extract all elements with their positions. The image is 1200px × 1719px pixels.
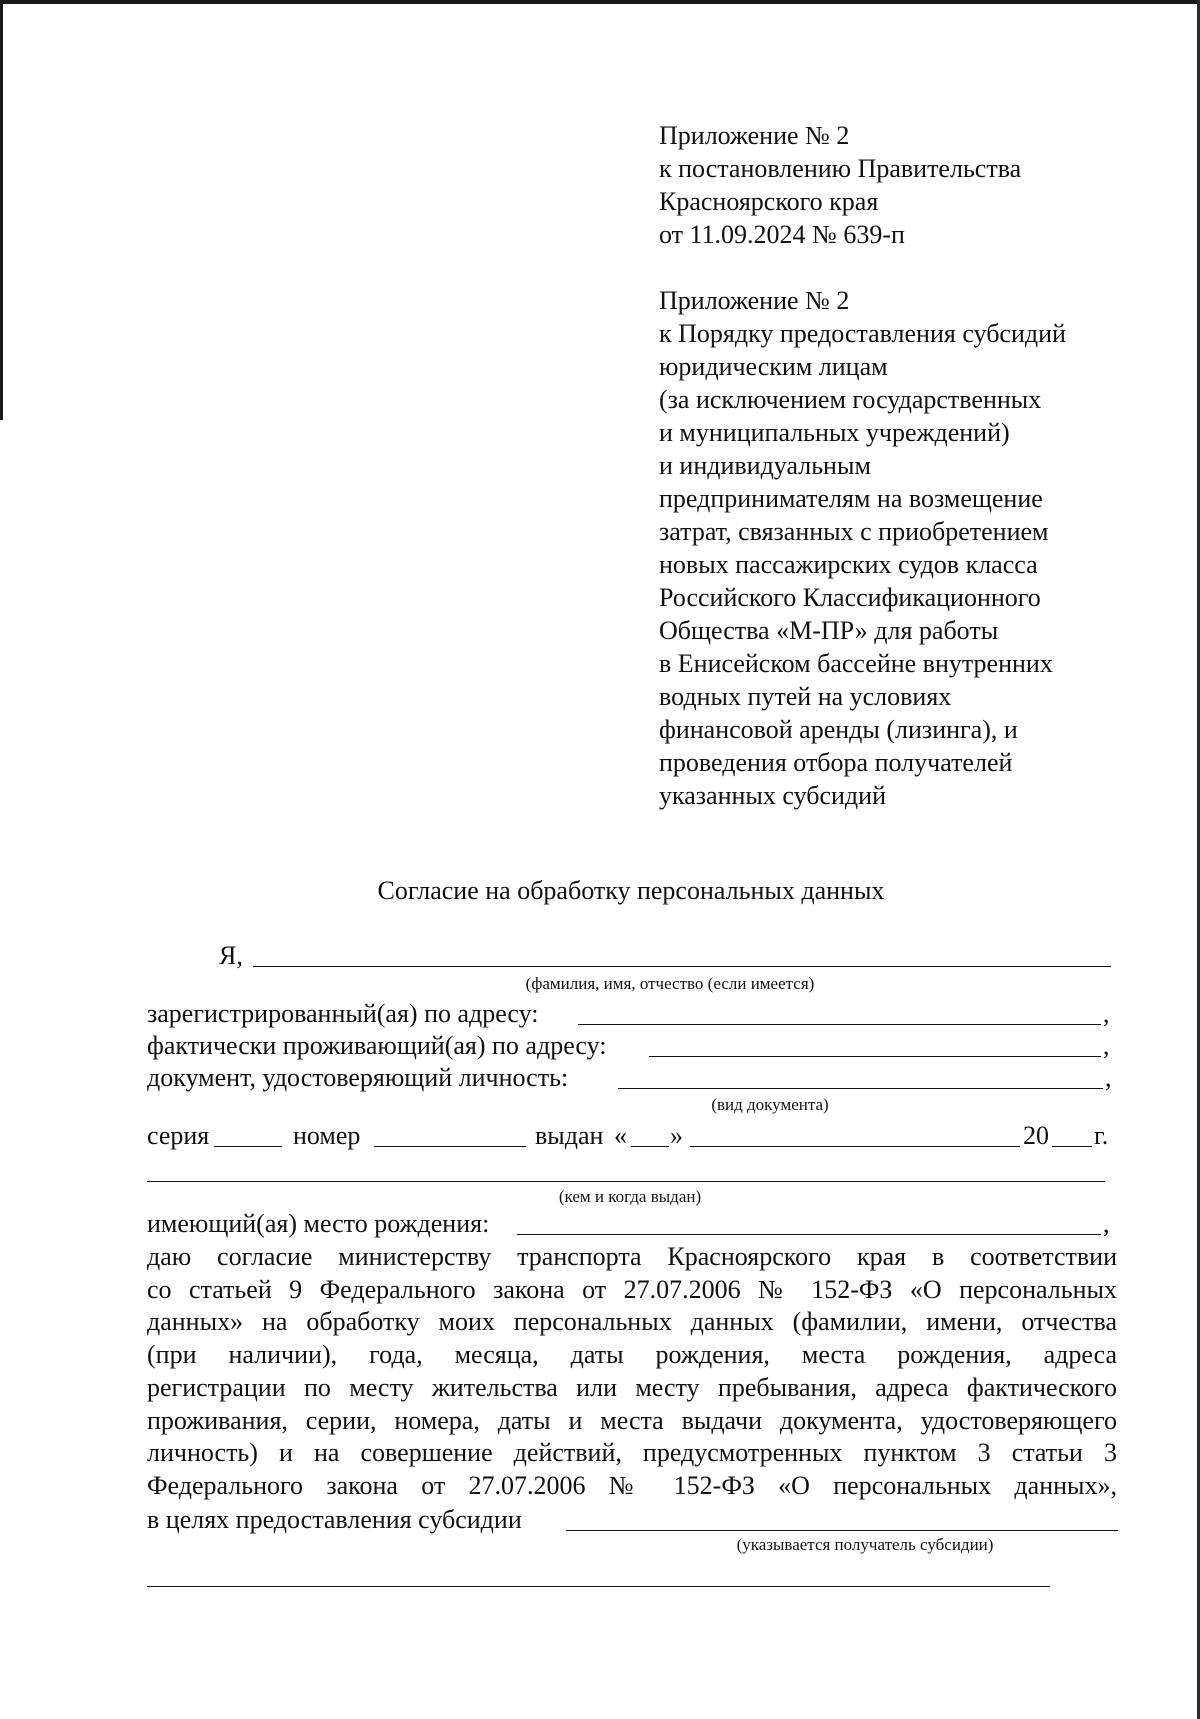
scan-border-left — [0, 0, 3, 420]
actual-address-label: фактически проживающий(ая) по адресу: — [147, 1031, 607, 1060]
appendix-line: новых пассажирских судов класса — [659, 550, 1038, 579]
appendix-line: и индивидуальным — [659, 451, 871, 480]
fio-hint: (фамилия, имя, отчество (если имеется) — [525, 974, 815, 993]
appendix-line: водных путей на условиях — [659, 682, 952, 711]
document-type-hint: (вид документа) — [711, 1095, 829, 1114]
consent-line: со статьей 9 Федерального закона от 27.07.2006 № 152-ФЗ «О персональных — [147, 1274, 1117, 1304]
consent-line: (при наличии), года, месяца, даты рождения, места рождения, адреса — [147, 1340, 1117, 1370]
quote-open: « — [614, 1121, 627, 1150]
birthplace-field-line[interactable] — [517, 1234, 1101, 1235]
appendix-line: финансовой аренды (лизинга), и — [659, 715, 1018, 744]
consent-line: проживания, серии, номера, даты и места выдачи документа, удостоверяющего — [147, 1405, 1117, 1435]
consent-paragraph — [147, 1241, 1117, 1503]
appendix-line: от 11.09.2024 № 639-п — [659, 220, 905, 249]
appendix-line: к Порядку предоставления субсидий — [659, 319, 1066, 348]
year-prefix: 20 — [1023, 1121, 1049, 1150]
number-label: номер — [293, 1121, 361, 1150]
appendix-line: затрат, связанных с приобретением — [659, 517, 1049, 546]
appendix-line: к постановлению Правительства — [659, 154, 1022, 183]
appendix-line: предпринимателям на возмещение — [659, 484, 1043, 513]
registered-address-field-line[interactable] — [578, 1024, 1101, 1025]
series-label: серия — [147, 1121, 210, 1150]
recipient-hint: (указывается получатель субсидии) — [736, 1535, 994, 1554]
appendix-line: юридическим лицам — [659, 352, 888, 381]
appendix-line: Общества «М-ПР» для работы — [659, 616, 999, 645]
issued-by-hint: (кем и когда выдан) — [558, 1187, 702, 1206]
identity-document-label: документ, удостоверяющий личность: — [147, 1063, 569, 1092]
issued-label: выдан — [535, 1121, 604, 1150]
consent-line: Федерального закона от 27.07.2006 № 152-ФЗ «О персональных данных», — [147, 1470, 1117, 1500]
quote-close: » — [670, 1121, 683, 1150]
issue-month-field-line[interactable] — [690, 1146, 1020, 1147]
consent-line: регистрации по месту жительства или месту пребывания, адреса фактического — [147, 1372, 1117, 1402]
recipient-field-line[interactable] — [566, 1530, 1118, 1531]
registered-address-label: зарегистрированный(ая) по адресу: — [147, 999, 539, 1028]
issued-by-field-line[interactable] — [147, 1181, 1105, 1182]
series-field-line[interactable] — [214, 1146, 282, 1147]
appendix-line: (за исключением государственных — [659, 385, 1042, 414]
year-suffix: г. — [1094, 1121, 1109, 1150]
identity-document-field-line[interactable] — [618, 1088, 1103, 1089]
appendix-line: и муниципальных учреждений) — [659, 418, 1010, 447]
number-field-line[interactable] — [374, 1146, 526, 1147]
consent-line: личность) и на совершение действий, предусмотренных пунктом 3 статьи 3 — [147, 1438, 1117, 1468]
appendix-resolution-header — [659, 119, 1021, 251]
appendix-line: Красноярского края — [659, 187, 879, 216]
recipient-continuation-line[interactable] — [147, 1586, 1050, 1587]
issue-year-field-line[interactable] — [1052, 1146, 1092, 1147]
i-label: Я, — [219, 941, 243, 970]
fio-field-line[interactable] — [253, 966, 1111, 967]
consent-line: даю согласие министерству транспорта Красноярского края в соответствии — [147, 1242, 1117, 1271]
birthplace-label: имеющий(ая) место рождения: — [147, 1209, 490, 1238]
comma: , — [1103, 1209, 1110, 1238]
issue-day-field-line[interactable] — [631, 1146, 669, 1147]
purpose-label: в целях предоставления субсидии — [147, 1505, 522, 1534]
actual-address-field-line[interactable] — [649, 1056, 1101, 1057]
appendix-order-header — [659, 284, 1066, 812]
comma: , — [1103, 1031, 1110, 1060]
comma: , — [1105, 1063, 1112, 1092]
appendix-line: указанных субсидий — [659, 781, 886, 810]
document-title: Согласие на обработку персональных данных — [377, 876, 885, 905]
appendix-line: Российского Классификационного — [659, 583, 1041, 612]
scan-border-top — [0, 0, 1200, 4]
appendix-line: Приложение № 2 — [659, 121, 850, 150]
appendix-line: проведения отбора получателей — [659, 748, 1013, 777]
comma: , — [1103, 999, 1110, 1028]
consent-line: данных» на обработку моих персональных данных (фамилии, имени, отчества — [147, 1307, 1117, 1337]
appendix-line: Приложение № 2 — [659, 286, 850, 315]
appendix-line: в Енисейском бассейне внутренних — [659, 649, 1053, 678]
